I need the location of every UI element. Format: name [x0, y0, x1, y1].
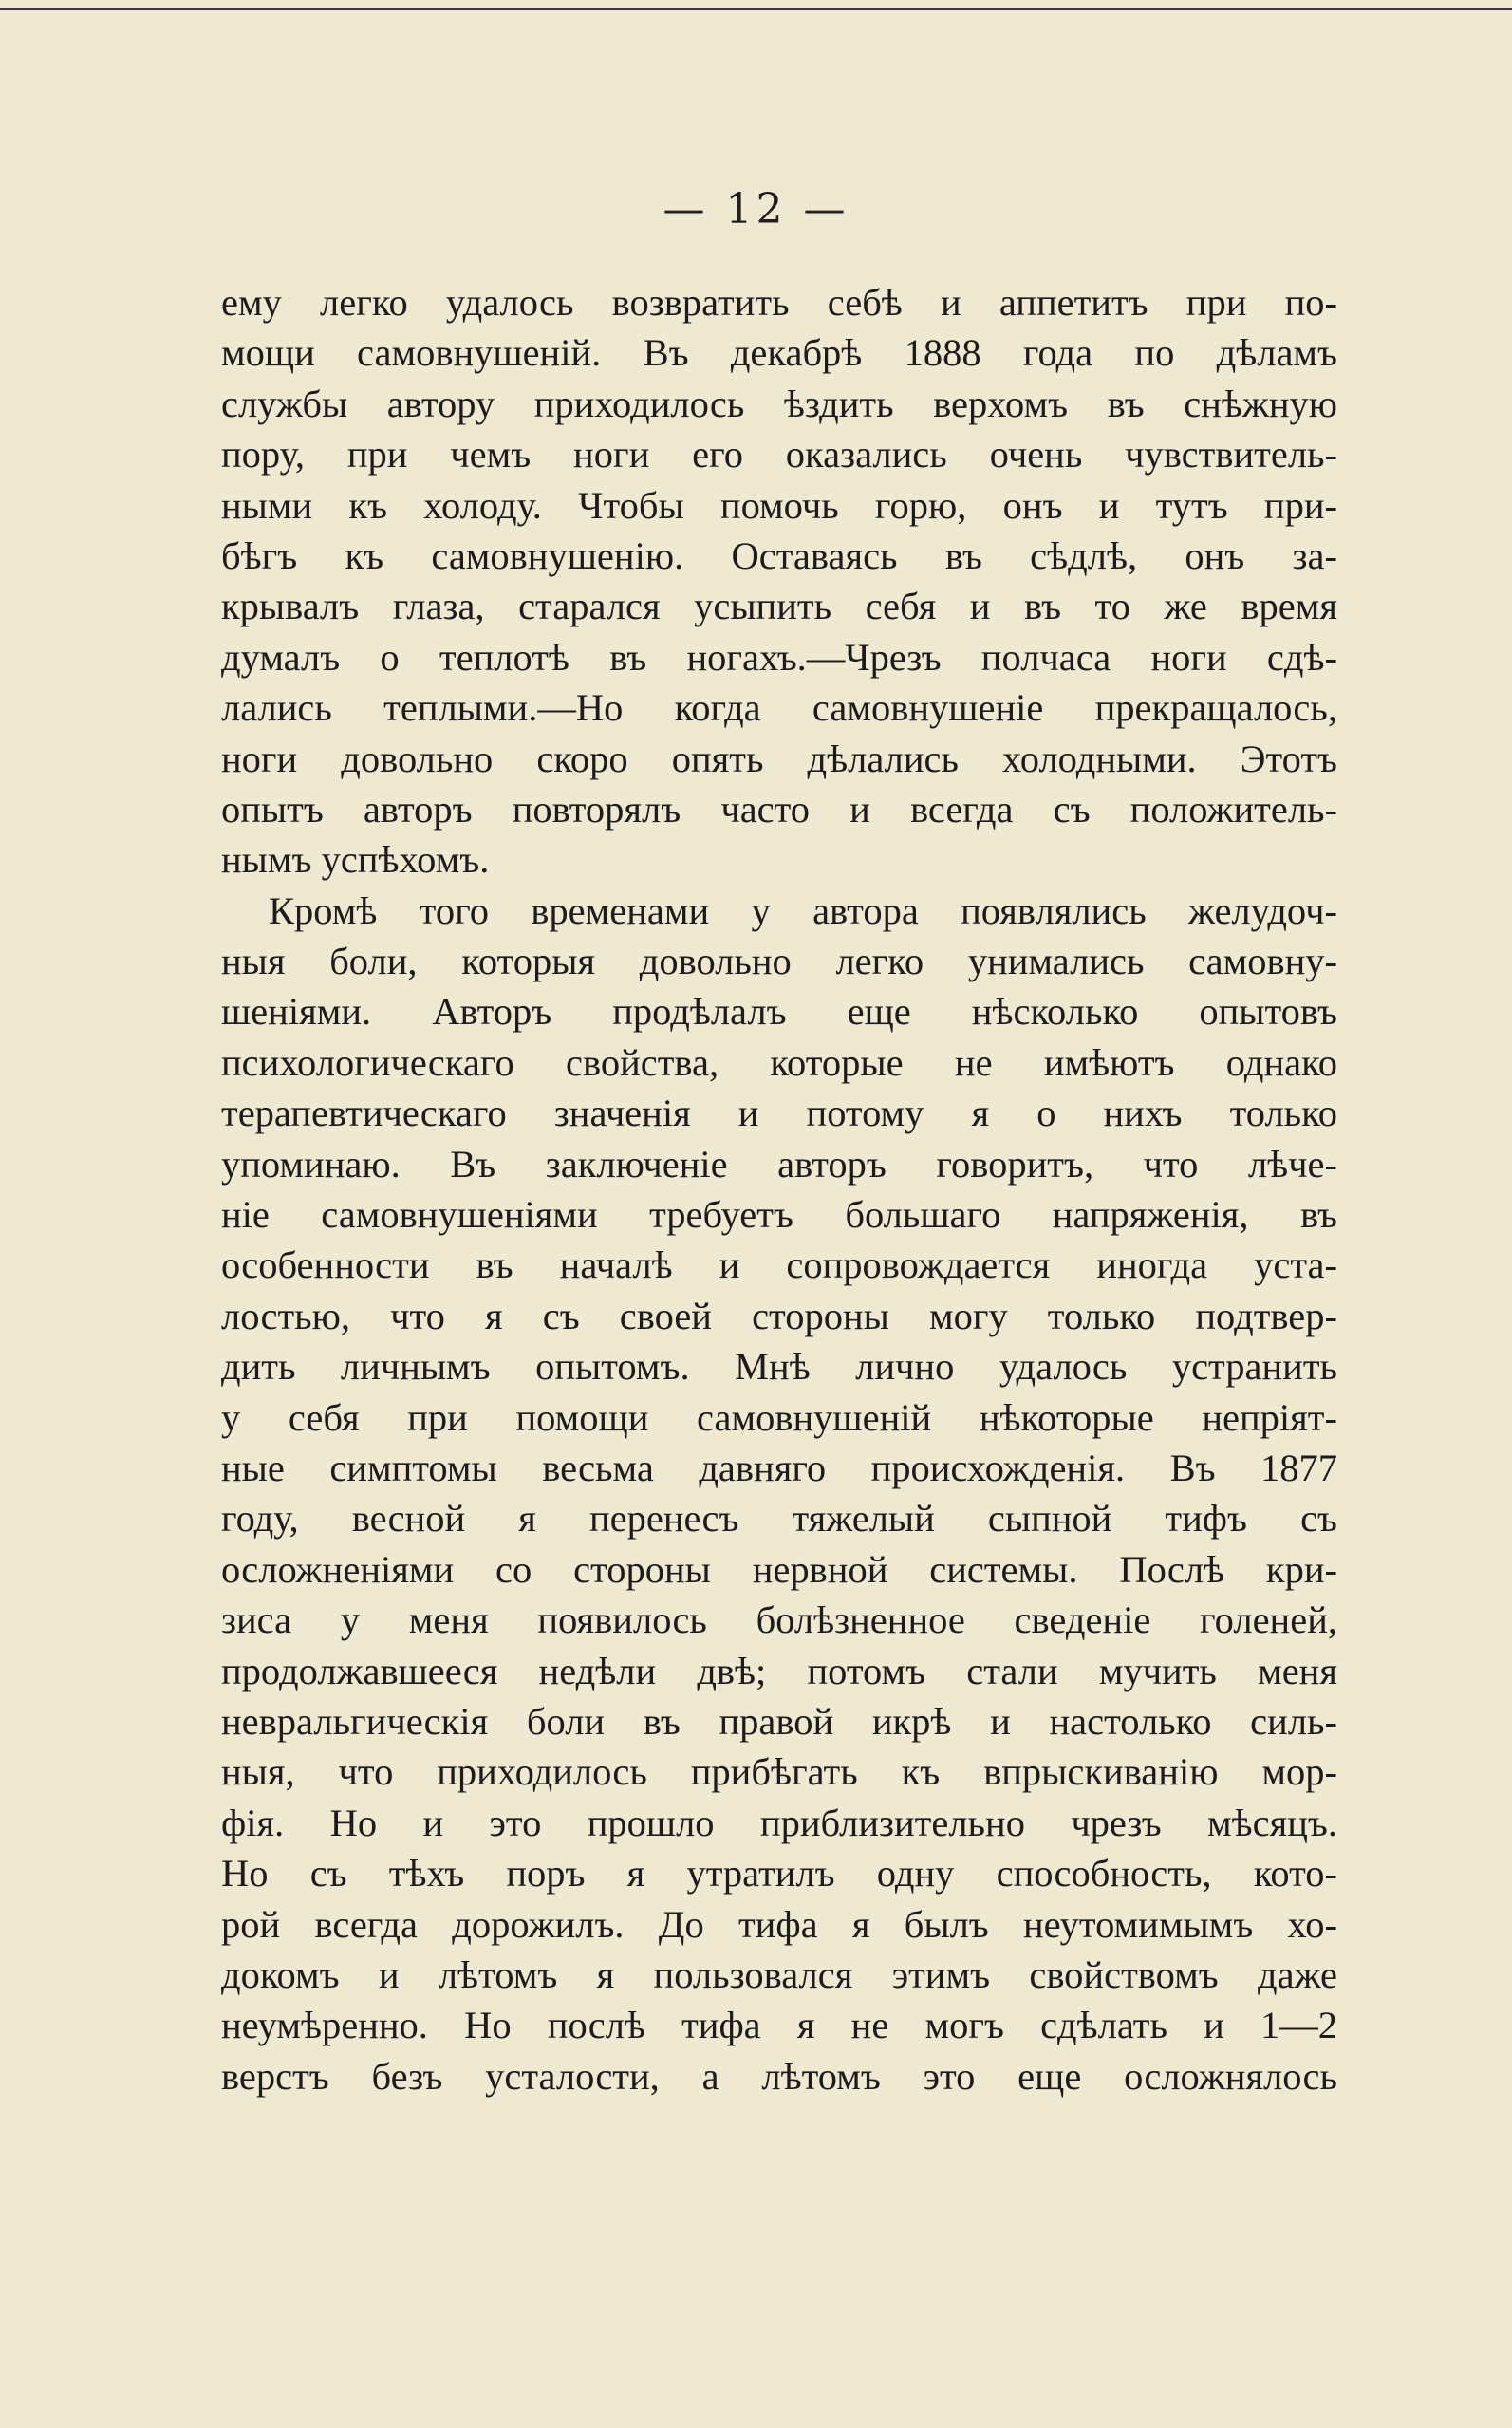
text-line: верстъ безъ усталости, а лѣтомъ это еще осложнялось: [221, 2054, 1337, 2098]
text-line: осложненіями со стороны нервной системы. Послѣ кри-: [221, 1547, 1337, 1591]
text-line: нымъ успѣхомъ.: [221, 838, 490, 882]
text-line: дить личнымъ опытомъ. Мнѣ лично удалось устранить: [221, 1345, 1337, 1389]
text-line: ноги довольно скоро опять дѣлались холодными. Этотъ: [221, 737, 1337, 780]
text-line: продолжавшееся недѣли двѣ; потомъ стали мучить меня: [221, 1649, 1337, 1692]
text-line: ніе самовнушеніями требуетъ большаго напряженія, въ: [221, 1193, 1337, 1237]
text-line: фія. Но и это прошло приблизительно чрезъ мѣсяцъ.: [221, 1801, 1337, 1844]
text-line: крывалъ глаза, старался усыпить себя и въ то же время: [221, 585, 1337, 628]
text-line: психологическаго свойства, которые не имѣютъ однако: [221, 1040, 1337, 1084]
text-line: году, весной я перенесъ тяжелый сыпной тифъ съ: [221, 1497, 1337, 1541]
page-number: — 12 —: [663, 185, 849, 233]
text-line: службы автору приходилось ѣздить верхомъ въ снѣжную: [221, 382, 1337, 425]
text-line: опытъ авторъ повторялъ часто и всегда съ положитель-: [221, 787, 1337, 831]
text-line: ему легко удалось возвратить себѣ и аппетитъ при по-: [221, 281, 1337, 324]
text-line: зиса у меня появилось болѣзненное сведеніе голеней,: [221, 1598, 1337, 1642]
text-line: думалъ о теплотѣ въ ногахъ.—Чрезъ полчаса ноги сдѣ-: [221, 635, 1337, 679]
text-line: ныя, что приходилось прибѣгать къ впрыскиванію мор-: [221, 1750, 1337, 1794]
text-line: ныя боли, которыя довольно легко унимались самовну-: [221, 940, 1337, 983]
text-line: пору, при чемъ ноги его оказались очень чувствитель-: [221, 433, 1337, 476]
text-line: лались теплыми.—Но когда самовнушеніе прекращалось,: [221, 686, 1337, 730]
text-line: терапевтическаго значенія и потому я о нихъ только: [221, 1092, 1337, 1135]
text-line: ными къ холоду. Чтобы помочь горю, онъ и тутъ при-: [221, 483, 1337, 527]
text-line: упоминаю. Въ заключеніе авторъ говоритъ, что лѣче-: [221, 1142, 1337, 1186]
text-line: невральгическія боли въ правой икрѣ и настолько силь-: [221, 1699, 1337, 1743]
text-line: докомъ и лѣтомъ я пользовался этимъ свойствомъ даже: [221, 1952, 1337, 1996]
text-line: особенности въ началѣ и сопровождается иногда уста-: [221, 1243, 1337, 1287]
text-line: лостью, что я съ своей стороны могу только подтвер-: [221, 1294, 1337, 1337]
top-border-rule: [0, 8, 1512, 10]
text-line: ные симптомы весьма давняго происхожденія. Въ 1877: [221, 1446, 1337, 1489]
paragraph-start-line: Кромѣ того временами у автора появлялись желудоч-: [269, 888, 1337, 932]
text-line: Но съ тѣхъ поръ я утратилъ одну способность, кото-: [221, 1852, 1337, 1896]
text-line: неумѣренно. Но послѣ тифа я не могъ сдѣлать и 1—2: [221, 2004, 1337, 2047]
text-line: бѣгъ къ самовнушенію. Оставаясь въ сѣдлѣ, онъ за-: [221, 533, 1337, 577]
text-line: рой всегда дорожилъ. До тифа я былъ неутомимымъ хо-: [221, 1902, 1337, 1946]
text-line: шеніями. Авторъ продѣлалъ еще нѣсколько опытовъ: [221, 990, 1337, 1034]
text-line: мощи самовнушеній. Въ декабрѣ 1888 года по дѣламъ: [221, 331, 1337, 375]
body-text: [221, 277, 1337, 2101]
text-line: у себя при помощи самовнушеній нѣкоторые непріят-: [221, 1395, 1337, 1439]
